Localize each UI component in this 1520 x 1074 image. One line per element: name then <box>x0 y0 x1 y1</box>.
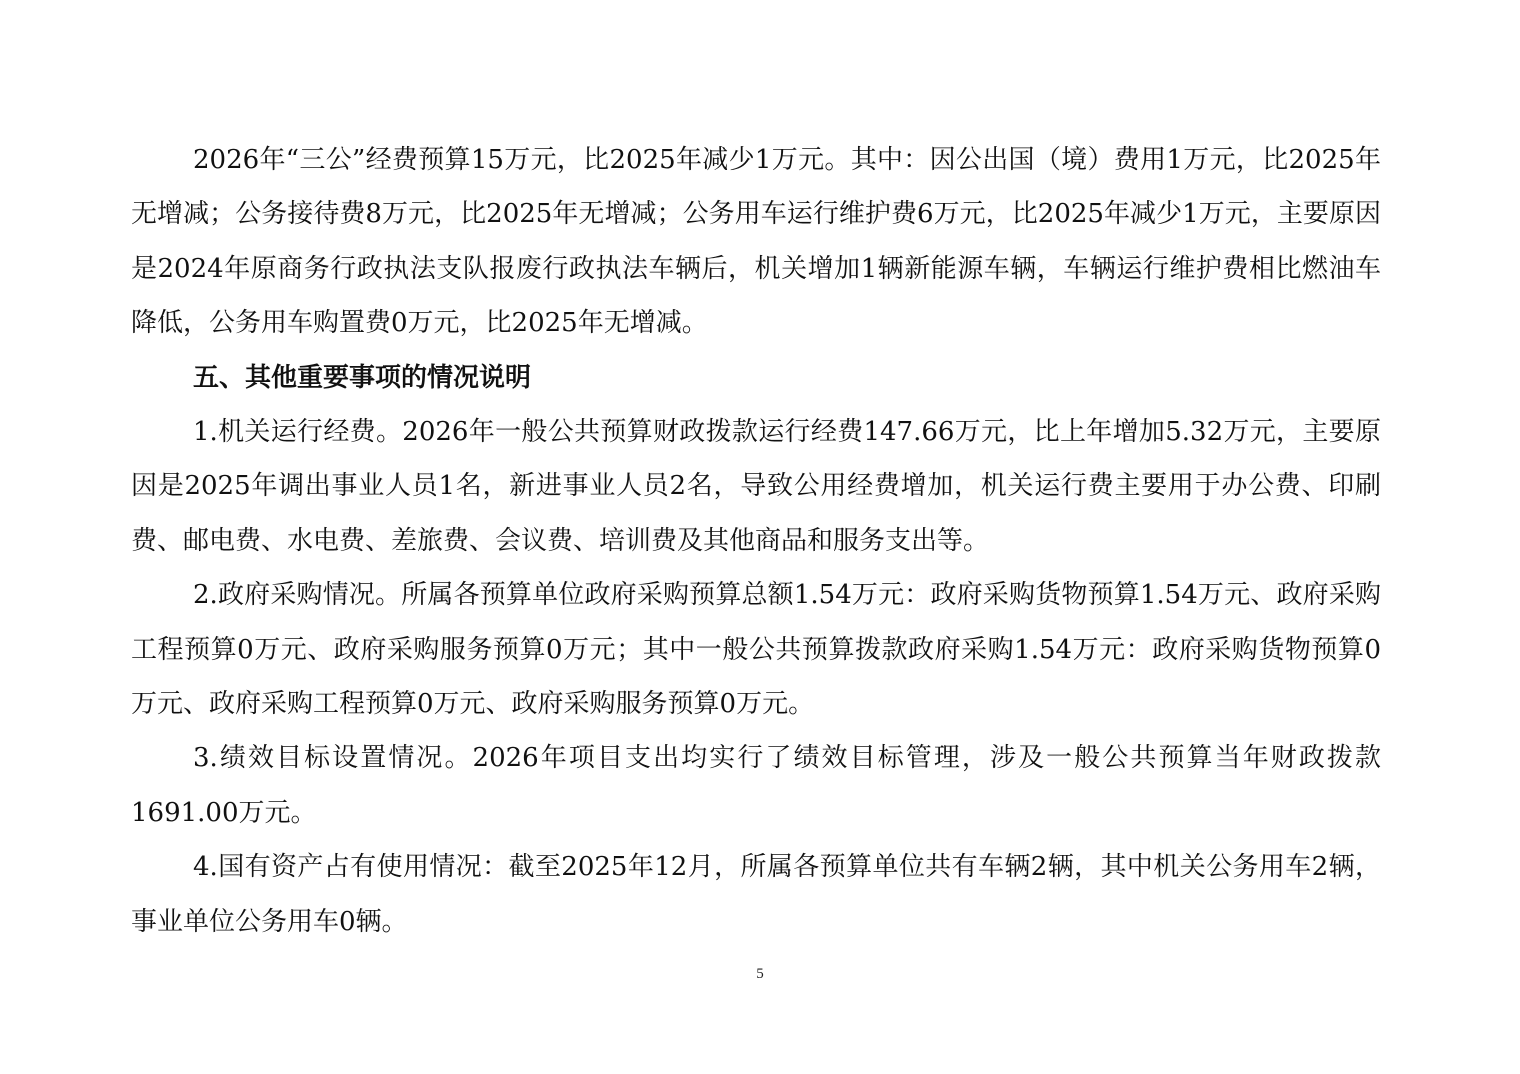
paragraph-government-procurement: 2.政府采购情况。所属各预算单位政府采购预算总额1.54万元：政府采购货物预算1.54万元、政府采购工程预算0万元、政府采购服务预算0万元；其中一般公共预算拨款政府采购1.54万元：政府采购货物预算0万元、政府采购工程预算0万元、政府采购服务预算0万元。 <box>131 580 1381 720</box>
paragraph-performance-targets: 3.绩效目标设置情况。2026年项目支出均实行了绩效目标管理，涉及一般公共预算当年财政拨款1691.00万元。 <box>131 743 1381 828</box>
paragraph-three-public-expenses: 2026年“三公”经费预算15万元，比2025年减少1万元。其中：因公出国（境）费用1万元，比2025年无增减；公务接待费8万元，比2025年无增减；公务用车运行维护费6万元，比2025年减少1万元，主要原因是2024年原商务行政执法支队报废行政执法车辆后，机关增加1辆新能源车辆，车辆运行维护费相比燃油车降低，公务用车购置费0万元，比2025年无增减。 <box>131 145 1381 339</box>
page-number: 5 <box>756 966 764 982</box>
section-heading-other-matters: 五、其他重要事项的情况说明 <box>193 362 532 393</box>
document-body <box>131 133 1381 949</box>
paragraph-operating-expenses: 1.机关运行经费。2026年一般公共预算财政拨款运行经费147.66万元，比上年增加5.32万元，主要原因是2025年调出事业人员1名，新进事业人员2名，导致公用经费增加，机关运行费主要用于办公费、印刷费、邮电费、水电费、差旅费、会议费、培训费及其他商品和服务支出等。 <box>131 417 1381 556</box>
paragraph-state-assets: 4.国有资产占有使用情况：截至2025年12月，所属各预算单位共有车辆2辆，其中机关公务用车2辆，事业单位公务用车0辆。 <box>131 852 1381 937</box>
